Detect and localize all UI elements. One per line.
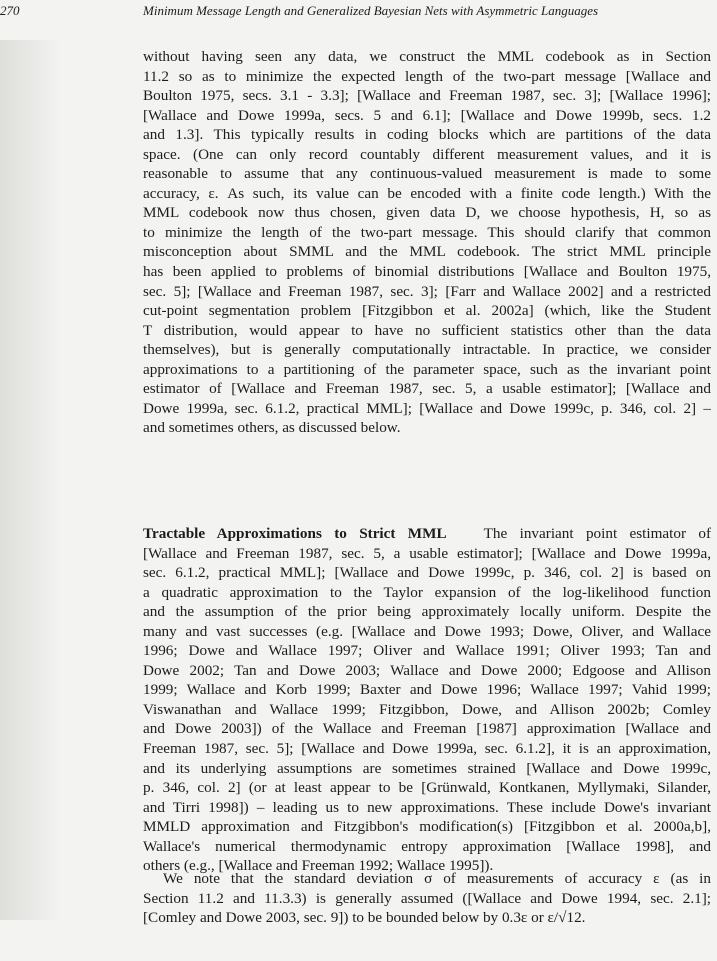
text-line: 1996; Dowe and Wallace 1997; Oliver and Wallace 1991; Oliver 1993; Tan and <box>143 642 711 660</box>
text-line: MMLD approximation and Fitzgibbon's modification(s) [Fitzgibbon et al. 2000a,b], <box>143 818 711 836</box>
section-heading: Tractable Approximations to Strict MML <box>143 525 447 542</box>
running-head: Minimum Message Length and Generalized Bayesian Nets with Asymmetric Languages <box>143 3 599 18</box>
text-line: approximations to a partitioning of the parameter space, such as the invariant point <box>143 360 711 378</box>
text-line: cut-point segmentation problem [Fitzgibbon et al. 2002a] (which, like the Student <box>143 302 711 320</box>
text-line: others (e.g., [Wallace and Freeman 1992; Wallace 1995]). <box>143 857 494 875</box>
text-line: and sometimes others, as discussed below. <box>143 419 401 437</box>
page-number: 270 <box>0 3 20 18</box>
scan-shadow <box>0 40 60 920</box>
text-line: sec. 6.1.2, practical MML]; [Wallace and Dowe 1999c, p. 346, col. 2] is based on <box>143 564 711 582</box>
text-line: [Comley and Dowe 2003, sec. 9]) to be bounded below by 0.3ε or ε/√12. <box>143 909 586 927</box>
paragraph-strict-mml <box>143 47 711 438</box>
text-line: Dowe 1999a, sec. 6.1.2, practical MML]; [Wallace and Dowe 1999c, p. 346, col. 2] – <box>143 399 711 417</box>
text-line: Wallace's numerical thermodynamic entropy approximation [Wallace 1998], and <box>143 837 711 855</box>
text-line <box>143 524 711 544</box>
text-line: We note that the standard deviation σ of measurements of accuracy ε (as in <box>163 870 711 887</box>
text-line: and the assumption of the prior being approximately locally uniform. Despite the <box>143 603 711 621</box>
text-line: Viswanathan and Wallace 1999; Fitzgibbon, Dowe, and Allison 2002b; Comley <box>143 700 711 718</box>
text-line: [Wallace and Freeman 1987, sec. 5, a usable estimator]; [Wallace and Dowe 1999a, <box>143 544 711 562</box>
text-line: and its underlying assumptions are sometimes strained [Wallace and Dowe 1999c, <box>143 759 711 777</box>
text-line: p. 346, col. 2] (or at least appear to be [Grünwald, Kontkanen, Myllymaki, Silander, <box>143 779 711 797</box>
text-line: Boulton 1975, secs. 3.1 - 3.3]; [Wallace and Freeman 1987, sec. 3]; [Wallace 1996]; <box>143 87 711 105</box>
text-line: MML codebook now thus chosen, given data D, we choose hypothesis, H, so as <box>143 204 711 222</box>
text-line: to minimize the length of the two-part message. This should clarify that common <box>143 223 711 241</box>
text-line: Dowe 2002; Tan and Dowe 2003; Wallace and Dowe 2000; Edgoose and Allison <box>143 661 711 679</box>
text-line: Freeman 1987, sec. 5]; [Wallace and Dowe 1999a, sec. 6.1.2], it is an approximation, <box>143 740 711 758</box>
text-line: and Tirri 1998]) – leading us to new approximations. These include Dowe's invariant <box>143 798 711 816</box>
text-line: has been applied to problems of binomial distributions [Wallace and Boulton 1975, <box>143 263 711 281</box>
text-line: estimator of [Wallace and Freeman 1987, sec. 5, a usable estimator]; [Wallace and <box>143 380 711 398</box>
paragraph-tractable-approximations <box>143 524 711 876</box>
text-line: 11.2 so as to minimize the expected length of the two-part message [Wallace and <box>143 67 711 85</box>
text-line: T distribution, would appear to have no sufficient statistics other than the data <box>143 321 711 339</box>
text-line: misconception about SMML and the MML codebook. The strict MML principle <box>143 243 711 261</box>
text-line: without having seen any data, we construct the MML codebook as in Section <box>143 48 711 65</box>
text-line: space. (One can only record countably different measurement values, and it is <box>143 145 711 163</box>
text-line: sec. 5]; [Wallace and Freeman 1987, sec. 3]; [Farr and Wallace 2002] and a restricted <box>143 282 711 300</box>
paragraph-standard-deviation <box>143 869 711 928</box>
text-line: and 1.3]. This typically results in coding blocks which are partitions of the data <box>143 126 711 144</box>
text-line: and Dowe 2003]) of the Wallace and Freeman [1987] approximation [Wallace and <box>143 720 711 738</box>
heading-line-rest: The invariant point estimator of <box>483 525 711 542</box>
text-line: a quadratic approximation to the Taylor expansion of the log-likelihood function <box>143 583 711 601</box>
text-line: Section 11.2 and 11.3.3) is generally assumed ([Wallace and Dowe 1994, sec. 2.1]; <box>143 889 711 907</box>
text-line: many and vast successes (e.g. [Wallace and Dowe 1993; Dowe, Oliver, and Wallace <box>143 622 711 640</box>
text-line: themselves), but is generally computationally intractable. In practice, we consider <box>143 341 711 359</box>
text-line: [Wallace and Dowe 1999a, secs. 5 and 6.1]; [Wallace and Dowe 1999b, secs. 1.2 <box>143 106 711 124</box>
text-line: 1999; Wallace and Korb 1999; Baxter and Dowe 1996; Wallace 1997; Vahid 1999; <box>143 681 711 699</box>
text-line: reasonable to assume that any continuous-valued measurement is made to some <box>143 165 711 183</box>
text-line: accuracy, ε. As such, its value can be encoded with a finite code length.) With the <box>143 184 711 202</box>
